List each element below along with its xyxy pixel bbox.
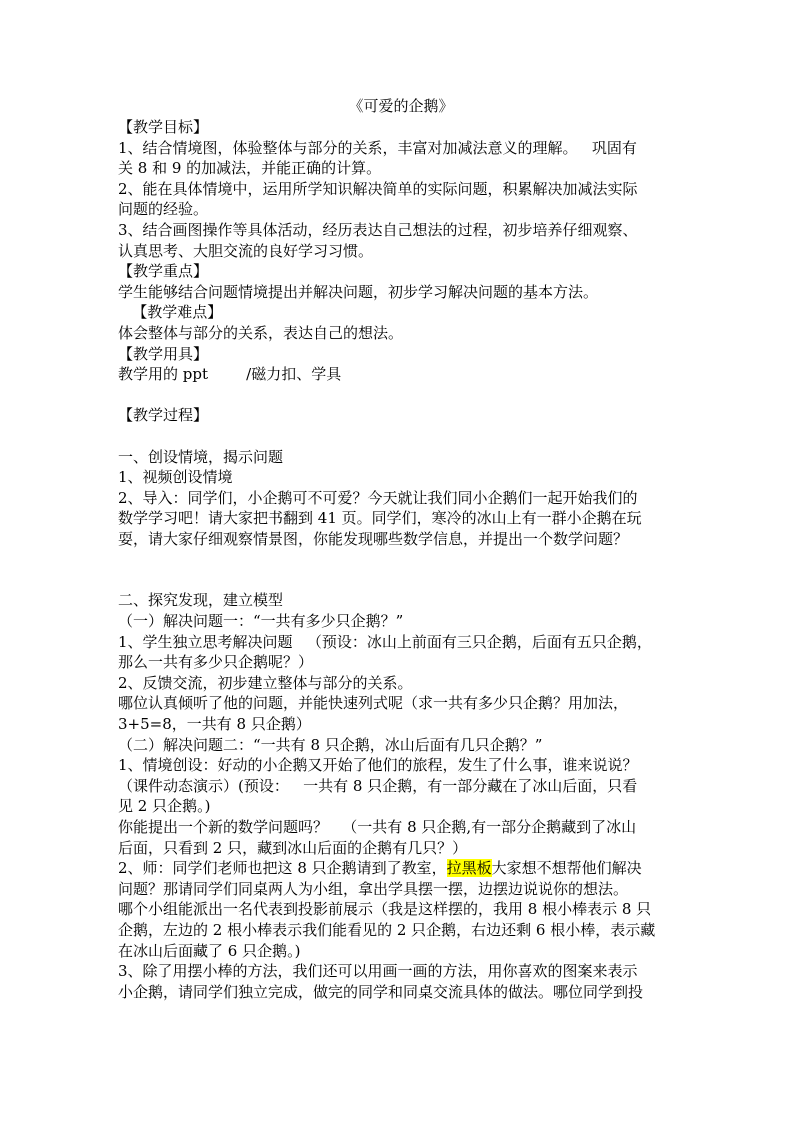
document-page — [118, 96, 684, 1002]
problem-2-line-6 — [118, 858, 684, 879]
section-heading-tools: 【教学用具】 — [118, 344, 209, 363]
goal-3-line-2: 认真思考、大胆交流的良好学习习惯。 — [118, 241, 374, 260]
difficulties-text: 体会整体与部分的关系，表达自己的想法。 — [118, 323, 404, 342]
problem-2-line-11: 3、除了用摆小棒的方法，我们还可以用画一画的方法，用你喜欢的图案来表示 — [118, 962, 638, 981]
problem-2-line-7: 问题？那请同学们同桌两人为小组，拿出学具摆一摆，边摆边说说你的想法。 — [118, 879, 629, 898]
problem-1-line-5: 3+5=8，一共有 8 只企鹅） — [118, 715, 311, 734]
spacer — [118, 549, 684, 590]
part-1-line-4: 耍，请大家仔细观察情景图，你能发现哪些数学信息，并提出一个数学问题？ — [118, 529, 629, 548]
document-title: 《可爱的企鹅》 — [348, 97, 454, 115]
goal-3-line-1: 3、结合画图操作等具体活动，经历表达自己想法的过程，初步培养仔细观察、 — [118, 220, 638, 239]
part-1-line-1: 1、视频创设情境 — [118, 468, 233, 487]
section-heading-process: 【教学过程】 — [118, 406, 209, 425]
problem-1-title: （一）解决问题一：“一共有多少只企鹅？” — [118, 612, 404, 631]
problem-2-line-6-end: 大家想不想帮他们解决 — [491, 859, 642, 878]
key-points-text: 学生能够结合问题情境提出并解决问题，初步学习解决问题的基本方法。 — [118, 282, 599, 301]
section-heading-difficulties: 【教学难点】 — [118, 303, 223, 322]
part-1-title: 一、创设情境，揭示问题 — [118, 447, 284, 466]
problem-1-line-1: 1、学生独立思考解决问题 （预设：冰山上前面有三只企鹅，后面有五只企鹅， — [118, 632, 652, 651]
highlighted-text: 拉黑板 — [446, 859, 492, 878]
spacer — [118, 426, 684, 447]
problem-2-line-6-start: 2、师：同学们老师也把这 8 只企鹅请到了教室， — [118, 859, 447, 878]
part-1-line-2: 2、导入：同学们，小企鹅可不可爱？今天就让我们同小企鹅们一起开始我们的 — [118, 488, 638, 507]
spacer — [118, 385, 684, 406]
goal-1-line-2: 关 8 和 9 的加减法，并能正确的计算。 — [118, 159, 382, 178]
problem-1-line-3: 2、反馈交流，初步建立整体与部分的关系。 — [118, 673, 413, 692]
part-2-title: 二、探究发现，建立模型 — [118, 591, 284, 610]
problem-2-line-10: 在冰山后面藏了 6 只企鹅。) — [118, 941, 301, 960]
goal-1-line-1: 1、结合情境图，体验整体与部分的关系，丰富对加减法意义的理解。 巩固有 — [118, 138, 637, 157]
problem-2-line-4: 你能提出一个新的数学问题吗？ （一共有 8 只企鹅,有一部分企鹅藏到了冰山 — [118, 818, 637, 836]
problem-2-line-9: 企鹅，左边的 2 根小棒表示我们能看见的 2 只企鹅，右边还剩 6 根小棒，表示藏 — [118, 920, 656, 939]
problem-1-line-4: 哪位认真倾听了他的问题，并能快速列式呢（求一共有多少只企鹅？用加法， — [118, 694, 629, 713]
tools-text: 教学用的 ppt /磁力扣、学具 — [118, 365, 342, 384]
section-heading-goals: 【教学目标】 — [118, 118, 209, 136]
problem-2-line-1: 1、情境创设：好动的小企鹅又开始了他们的旅程，发生了什么事，谁来说说？ — [118, 756, 638, 775]
problem-2-line-5: 后面，只看到 2 只，藏到冰山后面的企鹅有几只？） — [118, 838, 468, 857]
goal-2-line-2: 问题的经验。 — [118, 200, 209, 219]
section-heading-key-points: 【教学重点】 — [118, 262, 209, 281]
problem-2-line-3: 见 2 只企鹅。) — [118, 797, 211, 816]
part-1-line-3: 数学学习吧！请大家把书翻到 41 页。同学们，寒冷的冰山上有一群小企鹅在玩 — [118, 509, 642, 528]
problem-2-title: （二）解决问题二：“一共有 8 只企鹅，冰山后面有几只企鹅？” — [118, 735, 543, 754]
problem-2-line-12: 小企鹅，请同学们独立完成，做完的同学和同桌交流具体的做法。哪位同学到投 — [118, 982, 644, 1001]
problem-1-line-2: 那么一共有多少只企鹅呢？） — [118, 653, 314, 672]
problem-2-line-2: （课件动态演示）(预设： 一共有 8 只企鹅，有一部分藏在了冰山后面，只看 — [118, 776, 638, 795]
problem-2-line-8: 哪个小组能派出一名代表到投影前展示（我是这样摆的，我用 8 根小棒表示 8 只 — [118, 900, 652, 919]
goal-2-line-1: 2、能在具体情境中，运用所学知识解决简单的实际问题，积累解决加减法实际 — [118, 179, 638, 198]
